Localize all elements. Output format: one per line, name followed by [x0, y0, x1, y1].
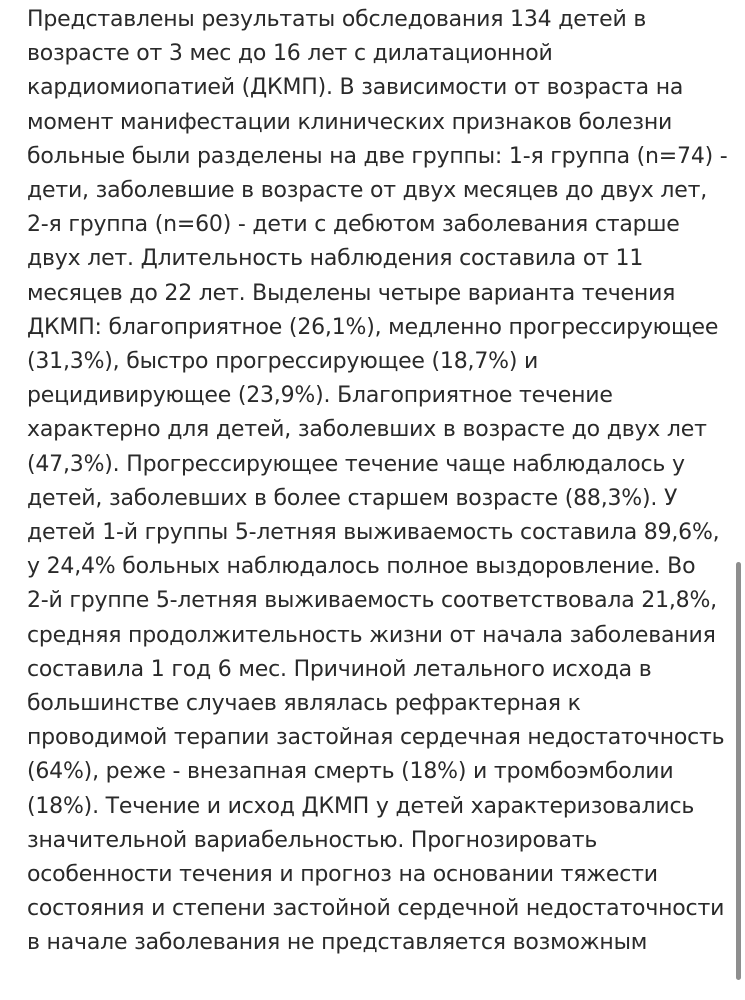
- text-line: дети, заболевшие в возрасте от двух месяцев до двух лет,: [27, 178, 708, 204]
- text-line: рецидивирующее (23,9%). Благоприятное течение: [27, 383, 613, 409]
- text-line: 2-я группа (n=60) - дети с дебютом заболевания старше: [27, 212, 680, 238]
- abstract-text: [27, 3, 727, 961]
- text-line: в начале заболевания не представляется возможным: [27, 930, 648, 956]
- text-line: больные были разделены на две группы: 1-я группа (n=74) -: [27, 143, 728, 169]
- text-line: детей, заболевших в более старшем возрасте (88,3%). У: [27, 485, 678, 511]
- text-line: особенности течения и прогноз на основании тяжести: [27, 862, 658, 888]
- text-line: у 24,4% больных наблюдалось полное выздоровление. Во: [27, 554, 696, 580]
- text-line: большинстве случаев являлась рефрактерная к: [27, 691, 581, 717]
- text-line: средняя продолжительность жизни от начала заболевания: [27, 622, 716, 648]
- text-line: (18%). Течение и исход ДКМП у детей характеризовались: [27, 793, 695, 819]
- text-line: двух лет. Длительность наблюдения составила от 11: [27, 246, 644, 272]
- text-line: (31,3%), быстро прогрессирующее (18,7%) и: [27, 349, 539, 375]
- text-line: детей 1-й группы 5-летняя выживаемость составила 89,6%,: [27, 520, 720, 546]
- text-line: (64%), реже - внезапная смерть (18%) и тромбоэмболии: [27, 759, 674, 785]
- text-line: значительной вариабельностью. Прогнозировать: [27, 827, 598, 853]
- text-line: момент манифестации клинических признаков болезни: [27, 109, 673, 135]
- text-line: (47,3%). Прогрессирующее течение чаще наблюдалось у: [27, 451, 685, 477]
- text-line: Представлены результаты обследования 134 детей в: [27, 7, 647, 32]
- text-line: кардиомиопатией (ДКМП). В зависимости от возраста на: [27, 75, 684, 101]
- text-line: ДКМП: благоприятное (26,1%), медленно прогрессирующее: [27, 314, 719, 340]
- text-line: месяцев до 22 лет. Выделены четыре варианта течения: [27, 280, 676, 306]
- vertical-scrollbar[interactable]: [736, 562, 741, 980]
- text-line: составила 1 год 6 мес. Причиной летального исхода в: [27, 656, 652, 682]
- text-line: характерно для детей, заболевших в возрасте до двух лет: [27, 417, 707, 443]
- text-line: 2-й группе 5-летняя выживаемость соответствовала 21,8%,: [27, 588, 717, 614]
- text-line: состояния и степени застойной сердечной недостаточности: [27, 896, 725, 922]
- text-line: возрасте от 3 мес до 16 лет с дилатационной: [27, 41, 553, 67]
- text-line: проводимой терапии застойная сердечная недостаточность: [27, 725, 725, 751]
